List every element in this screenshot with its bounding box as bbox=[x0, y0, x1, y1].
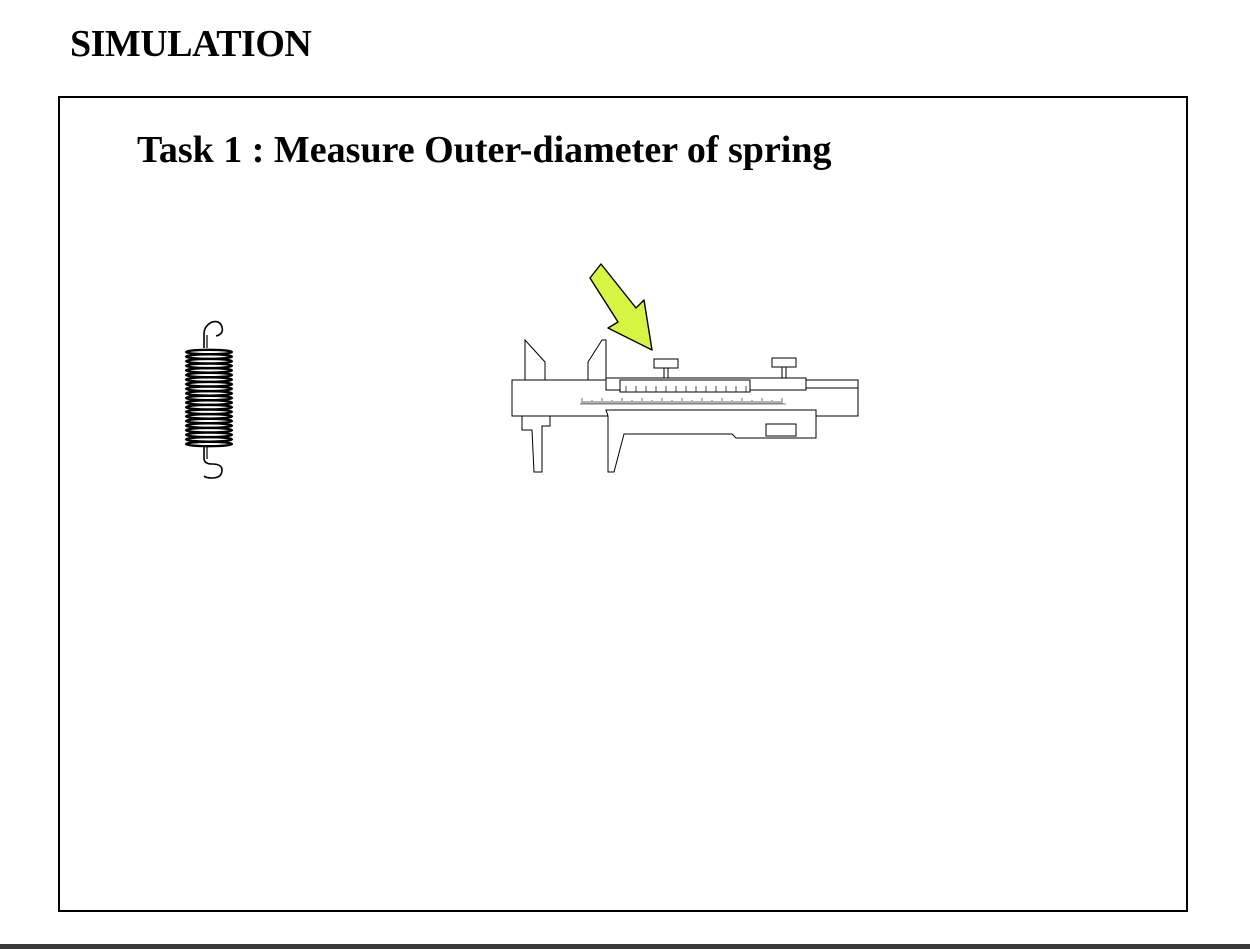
simulation-frame bbox=[58, 96, 1188, 912]
page-title: SIMULATION bbox=[70, 23, 312, 65]
pointer-arrow-icon bbox=[586, 260, 656, 352]
vernier-caliper-icon[interactable] bbox=[510, 338, 862, 478]
task-title: Task 1 : Measure Outer-diameter of spring bbox=[137, 129, 832, 171]
extension-spring-icon[interactable] bbox=[184, 318, 236, 480]
bottom-scrollbar-edge bbox=[0, 944, 1250, 949]
